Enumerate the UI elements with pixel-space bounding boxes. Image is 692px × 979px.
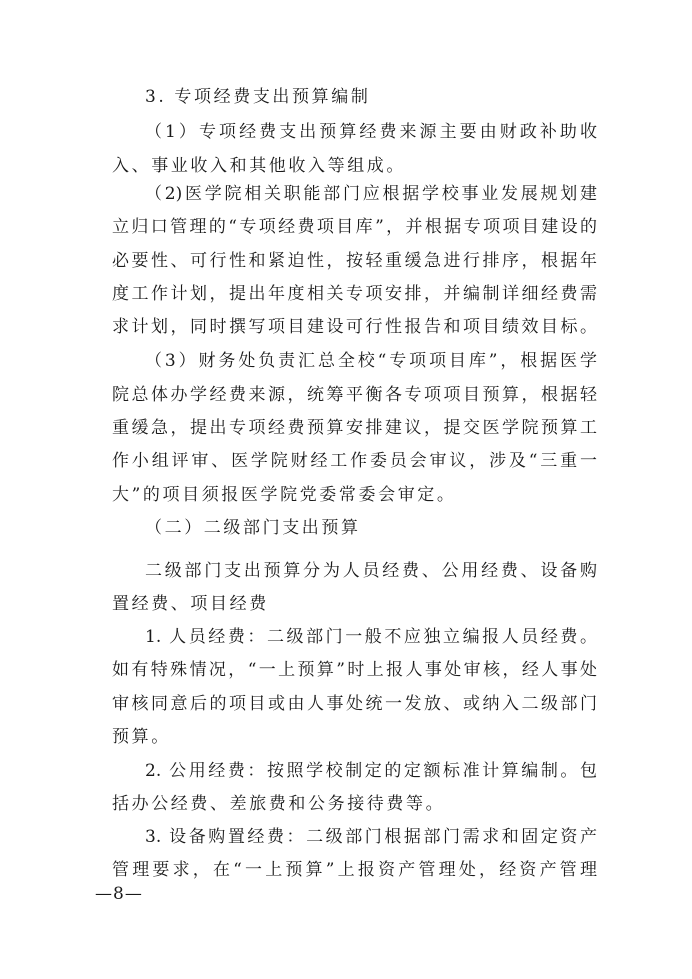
paragraph-line: 立归口管理的“专项经费项目库”，并根据专项项目建设的 <box>112 217 597 237</box>
paragraph-line: （2)医学院相关职能部门应根据学校事业发展规划建 <box>145 184 597 204</box>
paragraph-line: 度工作计划，提出年度相关专项安排，并编制详细经费需 <box>112 284 597 304</box>
paragraph-line: 2. 公用经费：按照学校制定的定额标准计算编制。包 <box>145 761 597 781</box>
paragraph-line: 二级部门支出预算分为人员经费、公用经费、设备购 <box>145 561 597 581</box>
section-heading-secondary-departments: （二）二级部门支出预算 <box>145 518 361 538</box>
paragraph-line: 1. 人员经费：二级部门一般不应独立编报人员经费。 <box>145 627 597 647</box>
paragraph-line: 管理要求，在“一上预算”上报资产管理处，经资产管理 <box>112 860 597 880</box>
section-heading-special-funds: 3. 专项经费支出预算编制 <box>145 87 371 107</box>
paragraph-line: 作小组评审、医学院财经工作委员会审议，涉及“三重一 <box>112 451 597 471</box>
paragraph-line: 置经费、项目经费 <box>112 594 269 614</box>
paragraph-line: 入、事业收入和其他收入等组成。 <box>112 156 406 176</box>
paragraph-line: 3. 设备购置经费：二级部门根据部门需求和固定资产 <box>145 827 597 847</box>
paragraph-line: 预算。 <box>112 727 171 747</box>
paragraph-line: 重缓急，提出专项经费预算安排建议，提交医学院预算工 <box>112 418 597 438</box>
paragraph-line: 如有特殊情况，“一上预算”时上报人事处审核，经人事处 <box>112 660 597 680</box>
paragraph-line: （3）财务处负责汇总全校“专项项目库”，根据医学 <box>145 351 597 371</box>
paragraph-line: 审核同意后的项目或由人事处统一发放、或纳入二级部门 <box>112 694 597 714</box>
paragraph-line: 求计划，同时撰写项目建设可行性报告和项目绩效目标。 <box>112 317 597 337</box>
paragraph-line: 括办公经费、差旅费和公务接待费等。 <box>112 794 446 814</box>
paragraph-line: 院总体办学经费来源，统筹平衡各专项项目预算，根据轻 <box>112 385 597 405</box>
paragraph-line: （1）专项经费支出预算经费来源主要由财政补助收 <box>145 122 597 142</box>
paragraph-line: 必要性、可行性和紧迫性，按轻重缓急进行排序，根据年 <box>112 251 597 271</box>
paragraph-line: 大”的项目须报医学院党委常委会审定。 <box>112 485 457 505</box>
page-number: —8— <box>95 884 143 904</box>
